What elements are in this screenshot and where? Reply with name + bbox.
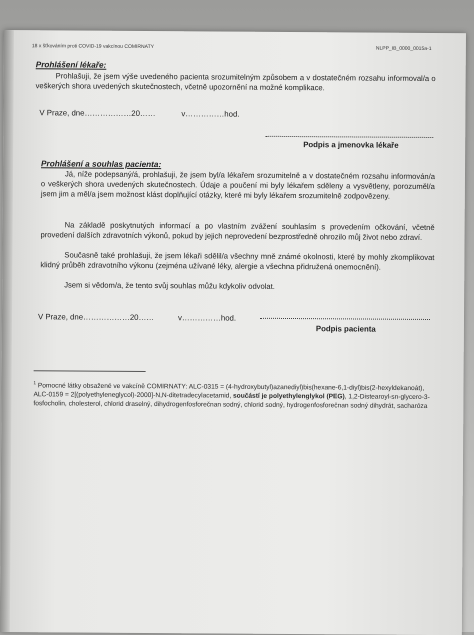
patient-paragraph-2: Na základě poskytnutých informací a po vlastním zvážení souhlasím s provedením očkování, včetně provedení dalších zdravotních výkonů, pokud by jejich neprovedení bezprostředně ohrozilo můj život nebo zdraví. [40,220,435,243]
patient-paragraph-3: Současně také prohlašuji, že jsem lékaři sdělil/a všechny mně známé okolnosti, které by mohly zkomplikovat klidný průběh zdravotního výkonu (zejména užívané léky, alergie a všechna přidružená onemocnění). [40,250,435,272]
doctor-declaration-text: Prohlašuji, že jsem výše uvedeného pacienta srozumitelným způsobem a v dostatečném rozsahu informoval/a o veškerých shora uvedených skutečnostech, včetně upozornění na možné komplikace. [35,71,436,93]
footnote-text-part-2: , 1,2-Distearoyl-sn-glycero-3-fosfocholin, cholesterol, chlorid draselný, dihydrogenfosforečnan sodný, chlorid sodný, hydrogenfosforečnan sodný dihydrát, sacharóza [33,393,430,411]
doctor-signature-label: Podpis a jmenovka lékaře [303,140,399,150]
doctor-declaration-heading: Prohlášení lékaře: [35,60,107,70]
footnote-text-part-1: Pomocné látky obsažené ve vakcíně COMIRNATY: ALC-0315 = (4-hydroxybutyl)azanediyl)bis(hexane-6,1-diyl)bis(2-hexyldekanoát), ALC-0159 = 2[(polyethyleneglycol)-2000]-N,N-ditetradecylacetamid, [33,382,425,400]
footnote-peg-highlight: součástí je polyethylenglykol (PEG) [232,392,345,401]
patient-place-date: V Praze, dne………………20…… [37,312,155,323]
patient-time: v……………hod. [177,313,237,323]
doctor-time: v……………hod. [181,109,240,119]
patient-paragraph-4: Jsem si vědom/a, že tento svůj souhlas můžu kdykoliv odvolat. [64,280,275,291]
footnote-mark: 1 [33,380,37,386]
footnote-text [33,378,437,411]
doctor-signature-line [265,136,433,138]
patient-paragraph-1: Já, níže podepsaný/á, prohlašuji, že jsem byl/a lékařem srozumitelně a v dostatečném rozsahu informován/a o veškerých shora uvedených skutečnostech. Údaje a poučení mi byly lékařem sděleny a vysvětleny, porozuměl/a jsem jim a měl/a jsem možnost klást doplňující otázky, které mi byly lékařem srozumitelně zodpovězeny. [40,169,436,202]
document-header-left: 18 x šťkováním proti COVID-19 vakcínou COMIRNATY [31,43,155,51]
footnote-separator [34,370,146,372]
consent-form-page [0,30,466,635]
patient-signature-label: Podpis pacienta [315,324,376,334]
doctor-place-date: V Praze, dne………………20…… [39,108,156,119]
patient-signature-line [260,318,430,320]
patient-declaration-heading: Prohlášení a souhlas pacienta: [41,159,162,170]
document-header-right: NLPP_IB_0000_0015a-1 [375,45,432,52]
